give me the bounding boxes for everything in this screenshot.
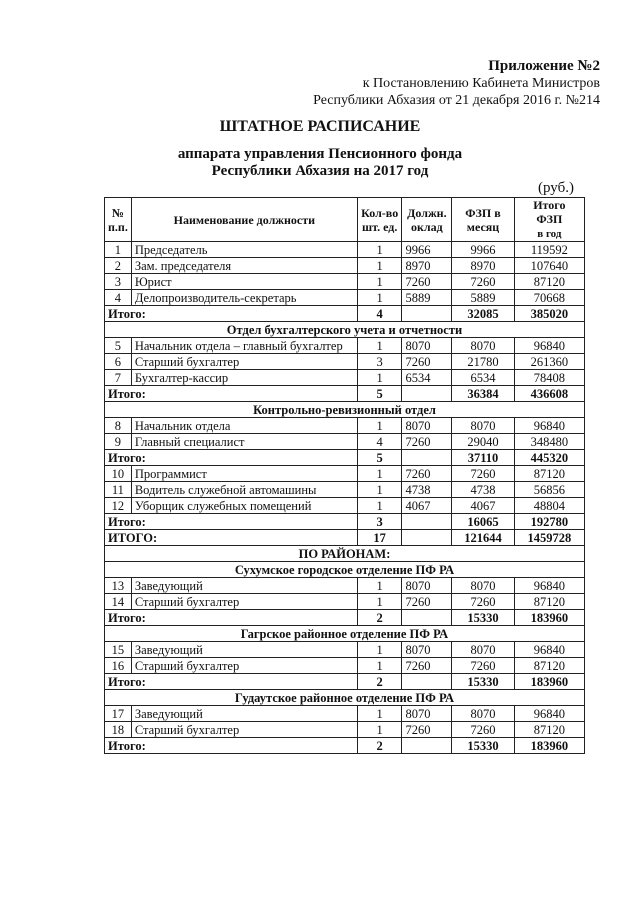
section-header-row <box>105 626 585 642</box>
salary-cell: 8070 <box>402 418 452 434</box>
section-title-cell: Гудаутское районное отделение ПФ РА <box>105 690 585 706</box>
row-number-cell: 10 <box>105 466 132 482</box>
subtotal-label-cell: Итого: <box>105 450 358 466</box>
subtotal-monthly-cell: 32085 <box>452 306 514 322</box>
position-name-cell: Старший бухгалтер <box>131 354 357 370</box>
row-number-cell: 5 <box>105 338 132 354</box>
position-name-cell: Бухгалтер-кассир <box>131 370 357 386</box>
yearly-cell: 96840 <box>514 338 584 354</box>
monthly-cell: 8970 <box>452 258 514 274</box>
table-row <box>105 498 585 514</box>
appendix-line-1: к Постановлению Кабинета Министров <box>362 76 600 91</box>
salary-cell: 9966 <box>402 242 452 258</box>
salary-cell: 7260 <box>402 722 452 738</box>
subtotal-yearly-cell: 445320 <box>514 450 584 466</box>
position-name-cell: Уборщик служебных помещений <box>131 498 357 514</box>
position-name-cell: Водитель служебной автомашины <box>131 482 357 498</box>
yearly-cell: 87120 <box>514 658 584 674</box>
table-row <box>105 242 585 258</box>
empty-salary-cell <box>402 514 452 530</box>
monthly-cell: 5889 <box>452 290 514 306</box>
section-title-cell: Контрольно-ревизионный отдел <box>105 402 585 418</box>
row-number-cell: 17 <box>105 706 132 722</box>
table-row <box>105 434 585 450</box>
monthly-cell: 29040 <box>452 434 514 450</box>
position-name-cell: Старший бухгалтер <box>131 658 357 674</box>
col-quantity-header: Кол-во шт. ед. <box>357 198 402 242</box>
col-monthly-header: ФЗП в месяц <box>452 198 514 242</box>
staff-schedule-table <box>104 197 585 754</box>
salary-cell: 8070 <box>402 706 452 722</box>
subtotal-label-cell: Итого: <box>105 514 358 530</box>
subtotal-label-cell: Итого: <box>105 738 358 754</box>
position-name-cell: Заведующий <box>131 706 357 722</box>
salary-cell: 4067 <box>402 498 452 514</box>
row-number-cell: 13 <box>105 578 132 594</box>
salary-cell: 7260 <box>402 466 452 482</box>
subtotal-monthly-cell: 15330 <box>452 610 514 626</box>
section-header-row <box>105 322 585 338</box>
row-number-cell: 1 <box>105 242 132 258</box>
subtotal-quantity-cell: 17 <box>357 530 402 546</box>
empty-salary-cell <box>402 386 452 402</box>
table-row <box>105 642 585 658</box>
monthly-cell: 7260 <box>452 594 514 610</box>
document-subtitle-2: Республики Абхазия на 2017 год <box>211 163 429 179</box>
monthly-cell: 4738 <box>452 482 514 498</box>
monthly-cell: 9966 <box>452 242 514 258</box>
position-name-cell: Делопроизводитель-секретарь <box>131 290 357 306</box>
col-yearly-header: Итого ФЗП в год <box>514 198 584 242</box>
monthly-cell: 8070 <box>452 706 514 722</box>
section-header-row <box>105 402 585 418</box>
monthly-cell: 7260 <box>452 274 514 290</box>
quantity-cell: 1 <box>357 706 402 722</box>
subtotal-row <box>105 450 585 466</box>
document-title: ШТАТНОЕ РАСПИСАНИЕ <box>219 118 421 135</box>
monthly-cell: 7260 <box>452 722 514 738</box>
subtotal-yearly-cell: 192780 <box>514 514 584 530</box>
subtotal-yearly-cell: 385020 <box>514 306 584 322</box>
quantity-cell: 1 <box>357 642 402 658</box>
table-row <box>105 290 585 306</box>
subtotal-monthly-cell: 36384 <box>452 386 514 402</box>
subtotal-monthly-cell: 16065 <box>452 514 514 530</box>
subtotal-label-cell: ИТОГО: <box>105 530 358 546</box>
row-number-cell: 6 <box>105 354 132 370</box>
appendix-block <box>313 58 600 109</box>
table-row <box>105 658 585 674</box>
yearly-cell: 56856 <box>514 482 584 498</box>
subtotal-yearly-cell: 183960 <box>514 674 584 690</box>
subtotal-row <box>105 306 585 322</box>
salary-cell: 8970 <box>402 258 452 274</box>
quantity-cell: 1 <box>357 258 402 274</box>
quantity-cell: 3 <box>357 354 402 370</box>
row-number-cell: 16 <box>105 658 132 674</box>
subtotal-row <box>105 386 585 402</box>
section-header-row <box>105 690 585 706</box>
subtotal-quantity-cell: 2 <box>357 610 402 626</box>
empty-salary-cell <box>402 738 452 754</box>
table-row <box>105 338 585 354</box>
yearly-cell: 48804 <box>514 498 584 514</box>
position-name-cell: Юрист <box>131 274 357 290</box>
monthly-cell: 6534 <box>452 370 514 386</box>
yearly-cell: 78408 <box>514 370 584 386</box>
subtotal-row <box>105 514 585 530</box>
subtotal-label-cell: Итого: <box>105 610 358 626</box>
monthly-cell: 8070 <box>452 338 514 354</box>
row-number-cell: 14 <box>105 594 132 610</box>
yearly-cell: 87120 <box>514 722 584 738</box>
monthly-cell: 8070 <box>452 578 514 594</box>
quantity-cell: 1 <box>357 370 402 386</box>
salary-cell: 8070 <box>402 338 452 354</box>
position-name-cell: Заведующий <box>131 578 357 594</box>
subtotal-monthly-cell: 37110 <box>452 450 514 466</box>
monthly-cell: 7260 <box>452 658 514 674</box>
row-number-cell: 3 <box>105 274 132 290</box>
subtotal-quantity-cell: 2 <box>357 674 402 690</box>
subtotal-quantity-cell: 4 <box>357 306 402 322</box>
table-row <box>105 370 585 386</box>
monthly-cell: 4067 <box>452 498 514 514</box>
quantity-cell: 1 <box>357 274 402 290</box>
table-row <box>105 274 585 290</box>
subtotal-quantity-cell: 5 <box>357 386 402 402</box>
subtotal-monthly-cell: 15330 <box>452 674 514 690</box>
position-name-cell: Зам. председателя <box>131 258 357 274</box>
yearly-cell: 87120 <box>514 274 584 290</box>
table-row <box>105 418 585 434</box>
col-salary-header: Должн. оклад <box>402 198 452 242</box>
table-row <box>105 482 585 498</box>
quantity-cell: 1 <box>357 594 402 610</box>
quantity-cell: 1 <box>357 722 402 738</box>
subtotal-yearly-cell: 183960 <box>514 610 584 626</box>
monthly-cell: 8070 <box>452 642 514 658</box>
yearly-cell: 119592 <box>514 242 584 258</box>
yearly-cell: 96840 <box>514 642 584 658</box>
quantity-cell: 1 <box>357 338 402 354</box>
table-row <box>105 706 585 722</box>
empty-salary-cell <box>402 674 452 690</box>
yearly-cell: 107640 <box>514 258 584 274</box>
quantity-cell: 1 <box>357 242 402 258</box>
table-header-row <box>105 198 585 242</box>
quantity-cell: 1 <box>357 498 402 514</box>
empty-salary-cell <box>402 530 452 546</box>
row-number-cell: 2 <box>105 258 132 274</box>
quantity-cell: 1 <box>357 466 402 482</box>
quantity-cell: 4 <box>357 434 402 450</box>
quantity-cell: 1 <box>357 482 402 498</box>
table-row <box>105 594 585 610</box>
subtotal-monthly-cell: 121644 <box>452 530 514 546</box>
empty-salary-cell <box>402 306 452 322</box>
empty-salary-cell <box>402 610 452 626</box>
appendix-line-2: Республики Абхазия от 21 декабря 2016 г. №214 <box>313 93 600 108</box>
subtotal-quantity-cell: 5 <box>357 450 402 466</box>
subtotal-monthly-cell: 15330 <box>452 738 514 754</box>
table-row <box>105 466 585 482</box>
yearly-cell: 87120 <box>514 466 584 482</box>
row-number-cell: 4 <box>105 290 132 306</box>
document-subtitle-1: аппарата управления Пенсионного фонда <box>177 146 463 162</box>
yearly-cell: 96840 <box>514 578 584 594</box>
section-title-cell: Отдел бухгалтерского учета и отчетности <box>105 322 585 338</box>
subtotal-yearly-cell: 436608 <box>514 386 584 402</box>
monthly-cell: 7260 <box>452 466 514 482</box>
section-title-cell: ПО РАЙОНАМ: <box>105 546 585 562</box>
salary-cell: 4738 <box>402 482 452 498</box>
section-title-cell: Гагрское районное отделение ПФ РА <box>105 626 585 642</box>
position-name-cell: Заведующий <box>131 642 357 658</box>
quantity-cell: 1 <box>357 578 402 594</box>
yearly-cell: 87120 <box>514 594 584 610</box>
monthly-cell: 21780 <box>452 354 514 370</box>
salary-cell: 7260 <box>402 354 452 370</box>
row-number-cell: 11 <box>105 482 132 498</box>
position-name-cell: Начальник отдела <box>131 418 357 434</box>
position-name-cell: Старший бухгалтер <box>131 722 357 738</box>
subtotal-label-cell: Итого: <box>105 306 358 322</box>
salary-cell: 7260 <box>402 658 452 674</box>
section-title-cell: Сухумское городское отделение ПФ РА <box>105 562 585 578</box>
position-name-cell: Главный специалист <box>131 434 357 450</box>
quantity-cell: 1 <box>357 418 402 434</box>
row-number-cell: 9 <box>105 434 132 450</box>
salary-cell: 5889 <box>402 290 452 306</box>
monthly-cell: 8070 <box>452 418 514 434</box>
table-row <box>105 722 585 738</box>
col-position-header: Наименование должности <box>131 198 357 242</box>
salary-cell: 8070 <box>402 578 452 594</box>
subtotal-quantity-cell: 2 <box>357 738 402 754</box>
subtotal-label-cell: Итого: <box>105 386 358 402</box>
salary-cell: 7260 <box>402 274 452 290</box>
yearly-cell: 96840 <box>514 706 584 722</box>
appendix-number: Приложение №2 <box>488 58 600 74</box>
yearly-cell: 96840 <box>514 418 584 434</box>
subtotal-yearly-cell: 1459728 <box>514 530 584 546</box>
currency-unit: (руб.) <box>538 180 574 196</box>
section-header-row <box>105 546 585 562</box>
position-name-cell: Начальник отдела – главный бухгалтер <box>131 338 357 354</box>
quantity-cell: 1 <box>357 290 402 306</box>
salary-cell: 7260 <box>402 434 452 450</box>
salary-cell: 7260 <box>402 594 452 610</box>
row-number-cell: 12 <box>105 498 132 514</box>
position-name-cell: Программист <box>131 466 357 482</box>
row-number-cell: 7 <box>105 370 132 386</box>
table-row <box>105 258 585 274</box>
quantity-cell: 1 <box>357 658 402 674</box>
subtotal-quantity-cell: 3 <box>357 514 402 530</box>
subtotal-row <box>105 530 585 546</box>
yearly-cell: 348480 <box>514 434 584 450</box>
salary-cell: 6534 <box>402 370 452 386</box>
row-number-cell: 15 <box>105 642 132 658</box>
subtotal-label-cell: Итого: <box>105 674 358 690</box>
row-number-cell: 18 <box>105 722 132 738</box>
subtotal-row <box>105 610 585 626</box>
subtotal-row <box>105 674 585 690</box>
subtotal-row <box>105 738 585 754</box>
yearly-cell: 261360 <box>514 354 584 370</box>
position-name-cell: Старший бухгалтер <box>131 594 357 610</box>
table-row <box>105 354 585 370</box>
section-header-row <box>105 562 585 578</box>
subtotal-yearly-cell: 183960 <box>514 738 584 754</box>
table-row <box>105 578 585 594</box>
col-number-header: № п.п. <box>105 198 132 242</box>
position-name-cell: Председатель <box>131 242 357 258</box>
yearly-cell: 70668 <box>514 290 584 306</box>
row-number-cell: 8 <box>105 418 132 434</box>
salary-cell: 8070 <box>402 642 452 658</box>
empty-salary-cell <box>402 450 452 466</box>
